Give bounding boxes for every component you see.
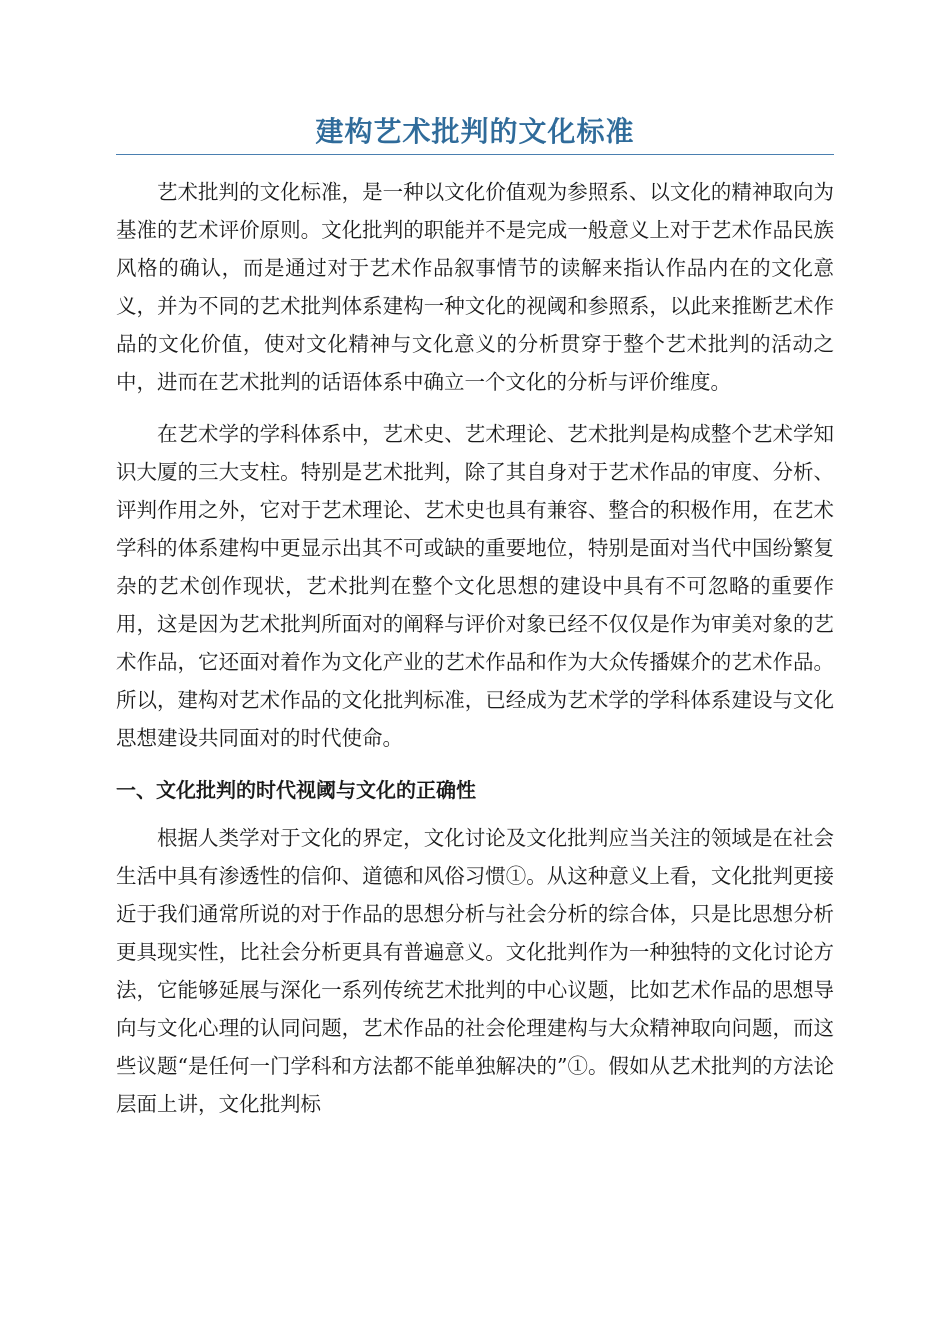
section-1-paragraph-1: 根据人类学对于文化的界定，文化讨论及文化批判应当关注的领域是在社会生活中具有渗透性的信仰、道德和风俗习惯①。从这种意义上看，文化批判更接近于我们通常所说的对于作品的思想分析与社会分析的综合体，只是比思想分析更具现实性，比社会分析更具有普遍意义。文化批判作为一种独特的文化讨论方法，它能够延展与深化一系列传统艺术批判的中心议题，比如艺术作品的思想导向与文化心理的认同问题，艺术作品的社会伦理建构与大众精神取向问题，而这些议题“是任何一门学科和方法都不能单独解决的”①。假如从艺术批判的方法论层面上讲，文化批判标 xyxy=(116,826,834,1116)
paragraph-2: 在艺术学的学科体系中，艺术史、艺术理论、艺术批判是构成整个艺术学知识大厦的三大支柱。特别是艺术批判，除了其自身对于艺术作品的审度、分析、评判作用之外，它对于艺术理论、艺术史也具有兼容、整合的积极作用，在艺术学科的体系建构中更显示出其不可或缺的重要地位，特别是面对当代中国纷繁复杂的艺术创作现状，艺术批判在整个文化思想的建设中具有不可忽略的重要作用，这是因为艺术批判所面对的阐释与评价对象已经不仅仅是作为审美对象的艺术作品，它还面对着作为文化产业的艺术作品和作为大众传播媒介的艺术作品。所以，建构对艺术作品的文化批判标准，已经成为艺术学的学科体系建设与文化思想建设共同面对的时代使命。 xyxy=(116,422,834,750)
page-title: 建构艺术批判的文化标准 xyxy=(315,115,635,148)
section-heading-1: 一、文化批判的时代视阈与文化的正确性 xyxy=(116,778,476,802)
title-underline xyxy=(116,154,834,155)
paragraph-1: 艺术批判的文化标准，是一种以文化价值观为参照系、以文化的精神取向为基准的艺术评价原则。文化批判的职能并不是完成一般意义上对于艺术作品民族风格的确认，而是通过对于艺术作品叙事情节的读解来指认作品内在的文化意义，并为不同的艺术批判体系建构一种文化的视阈和参照系，以此来推断艺术作品的文化价值，使对文化精神与文化意义的分析贯穿于整个艺术批判的活动之中，进而在艺术批判的话语体系中确立一个文化的分析与评价维度。 xyxy=(116,180,834,394)
document-page xyxy=(116,112,834,1137)
